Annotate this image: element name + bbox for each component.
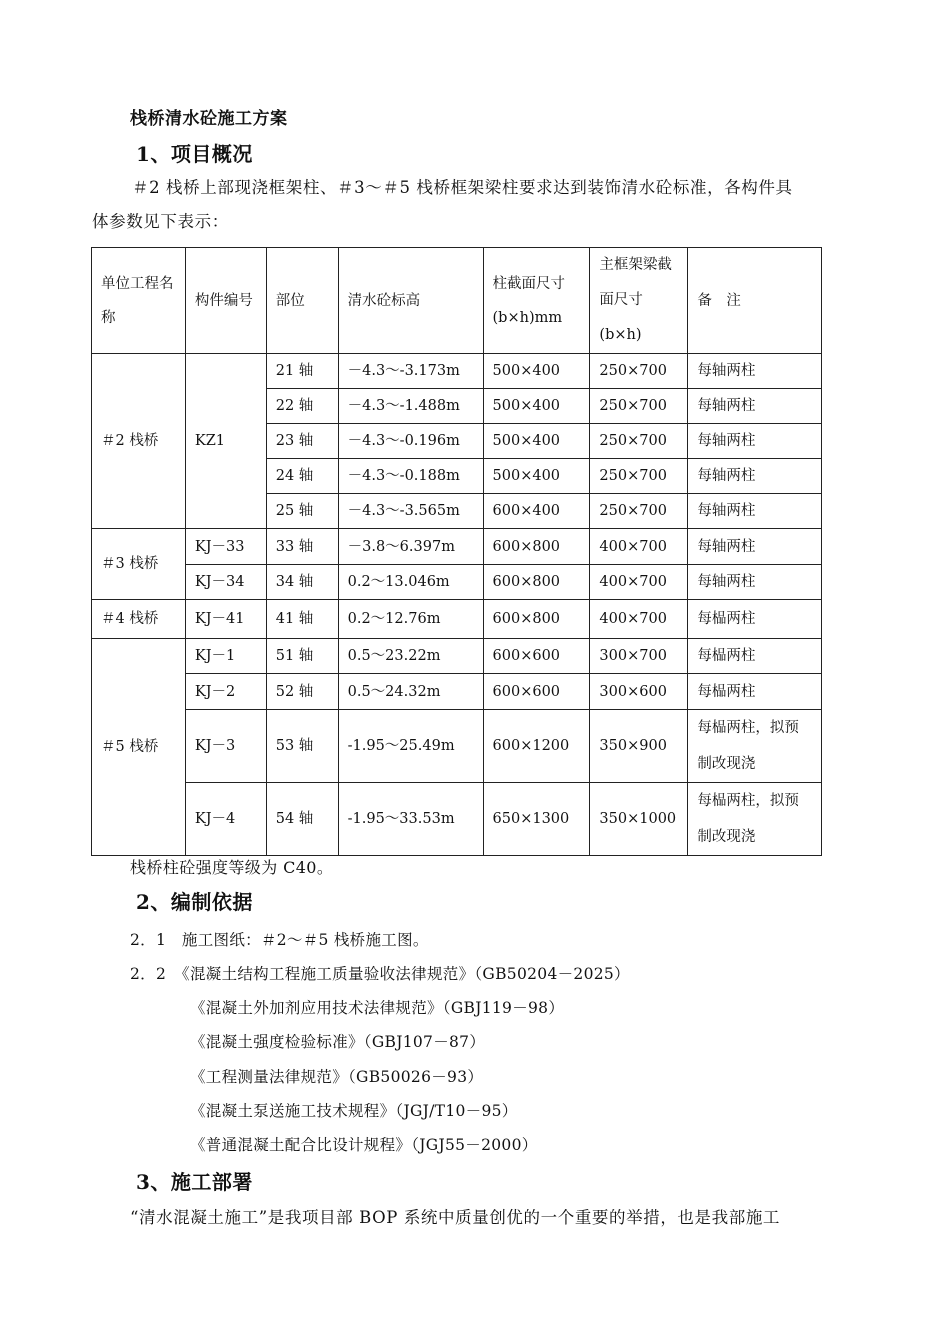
note-cell: 每轴两柱 bbox=[688, 389, 822, 424]
beam-size-cell: 350×900 bbox=[590, 710, 688, 783]
beam-size-cell: 250×700 bbox=[590, 494, 688, 529]
note-cell: 每轴两柱 bbox=[688, 565, 822, 600]
component-cell: KJ－1 bbox=[185, 639, 266, 674]
part-cell: 34 轴 bbox=[266, 565, 338, 600]
beam-size-cell: 250×700 bbox=[590, 389, 688, 424]
table-row bbox=[92, 674, 822, 710]
component-cell: KJ－41 bbox=[185, 600, 266, 639]
basis-item-code: 《混凝土强度检验标准》（GBJ107－87） bbox=[190, 1033, 486, 1051]
section-1-heading: 1、项目概况 bbox=[136, 142, 253, 166]
beam-size-cell: 400×700 bbox=[590, 529, 688, 565]
header-beam-size: 主框架梁截面尺寸(b×h) bbox=[590, 248, 688, 354]
parameter-table bbox=[91, 247, 822, 856]
elevation-cell: －4.3～-3.173m bbox=[338, 354, 483, 389]
beam-size-cell: 250×700 bbox=[590, 459, 688, 494]
part-cell: 53 轴 bbox=[266, 710, 338, 783]
component-cell: KJ－34 bbox=[185, 565, 266, 600]
unit-cell: ＃5 栈桥 bbox=[92, 639, 186, 856]
elevation-cell: 0.5～23.22m bbox=[338, 639, 483, 674]
component-cell: KJ－4 bbox=[185, 783, 266, 856]
section-3-heading: 3、施工部署 bbox=[136, 1170, 253, 1194]
column-size-cell: 600×400 bbox=[483, 494, 590, 529]
part-cell: 21 轴 bbox=[266, 354, 338, 389]
beam-size-cell: 300×700 bbox=[590, 639, 688, 674]
column-size-cell: 600×600 bbox=[483, 674, 590, 710]
column-size-cell: 600×1200 bbox=[483, 710, 590, 783]
elevation-cell: 0.2～13.046m bbox=[338, 565, 483, 600]
note-cell: 每轴两柱 bbox=[688, 424, 822, 459]
header-component: 构件编号 bbox=[185, 248, 266, 354]
elevation-cell: －3.8～6.397m bbox=[338, 529, 483, 565]
section-1-intro bbox=[92, 171, 862, 239]
beam-size-cell: 250×700 bbox=[590, 424, 688, 459]
unit-cell: ＃2 栈桥 bbox=[92, 354, 186, 529]
part-cell: 41 轴 bbox=[266, 600, 338, 639]
note-cell: 每榀两柱 bbox=[688, 639, 822, 674]
basis-item-drawings: 2．1 施工图纸：＃2～＃5 栈桥施工图。 bbox=[130, 931, 429, 949]
note-cell: 每榀两柱，拟预制改现浇 bbox=[688, 710, 822, 783]
column-size-cell: 500×400 bbox=[483, 354, 590, 389]
part-cell: 33 轴 bbox=[266, 529, 338, 565]
beam-size-cell: 400×700 bbox=[590, 565, 688, 600]
basis-item-code: 《工程测量法律规范》（GB50026－93） bbox=[190, 1068, 484, 1086]
elevation-cell: 0.5～24.32m bbox=[338, 674, 483, 710]
strength-note: 栈桥柱砼强度等级为 C40。 bbox=[130, 858, 334, 877]
header-unit: 单位工程名称 bbox=[92, 248, 186, 354]
header-elevation: 清水砼标高 bbox=[338, 248, 483, 354]
column-size-cell: 650×1300 bbox=[483, 783, 590, 856]
elevation-cell: -1.95～33.53m bbox=[338, 783, 483, 856]
column-size-cell: 500×400 bbox=[483, 459, 590, 494]
component-cell: KJ－2 bbox=[185, 674, 266, 710]
part-cell: 54 轴 bbox=[266, 783, 338, 856]
section-3-text: “清水混凝土施工”是我项目部 BOP 系统中质量创优的一个重要的举措，也是我部施工 bbox=[130, 1208, 781, 1227]
column-size-cell: 500×400 bbox=[483, 389, 590, 424]
table-row bbox=[92, 600, 822, 639]
note-cell: 每榀两柱 bbox=[688, 600, 822, 639]
note-cell: 每榀两柱，拟预制改现浇 bbox=[688, 783, 822, 856]
part-cell: 52 轴 bbox=[266, 674, 338, 710]
column-size-cell: 500×400 bbox=[483, 424, 590, 459]
note-cell: 每轴两柱 bbox=[688, 354, 822, 389]
component-cell: KJ－33 bbox=[185, 529, 266, 565]
header-note: 备 注 bbox=[688, 248, 822, 354]
header-part: 部位 bbox=[266, 248, 338, 354]
note-cell: 每轴两柱 bbox=[688, 529, 822, 565]
table-row bbox=[92, 710, 822, 783]
elevation-cell: －4.3～-0.196m bbox=[338, 424, 483, 459]
basis-item-code: 《混凝土外加剂应用技术法律规范》（GBJ119－98） bbox=[190, 999, 565, 1017]
part-cell: 24 轴 bbox=[266, 459, 338, 494]
column-size-cell: 600×600 bbox=[483, 639, 590, 674]
beam-size-cell: 400×700 bbox=[590, 600, 688, 639]
part-cell: 25 轴 bbox=[266, 494, 338, 529]
table-row bbox=[92, 529, 822, 565]
elevation-cell: －4.3～-3.565m bbox=[338, 494, 483, 529]
basis-item-code: 2．2 《混凝土结构工程施工质量验收法律规范》（GB50204－2025） bbox=[130, 965, 630, 983]
note-cell: 每榀两柱 bbox=[688, 674, 822, 710]
note-cell: 每轴两柱 bbox=[688, 494, 822, 529]
part-cell: 22 轴 bbox=[266, 389, 338, 424]
part-cell: 51 轴 bbox=[266, 639, 338, 674]
elevation-cell: －4.3～-0.188m bbox=[338, 459, 483, 494]
table-row bbox=[92, 639, 822, 674]
document-title: 栈桥清水砼施工方案 bbox=[130, 109, 288, 129]
column-size-cell: 600×800 bbox=[483, 600, 590, 639]
table-row bbox=[92, 354, 822, 389]
unit-cell: ＃3 栈桥 bbox=[92, 529, 186, 600]
beam-size-cell: 250×700 bbox=[590, 354, 688, 389]
intro-line-1: ＃2 栈桥上部现浇框架柱、＃3～＃5 栈桥框架梁柱要求达到装饰清水砼标准，各构件具 bbox=[132, 178, 793, 197]
part-cell: 23 轴 bbox=[266, 424, 338, 459]
column-size-cell: 600×800 bbox=[483, 565, 590, 600]
table-row bbox=[92, 783, 822, 856]
unit-cell: ＃4 栈桥 bbox=[92, 600, 186, 639]
component-cell: KJ－3 bbox=[185, 710, 266, 783]
table-header-row bbox=[92, 248, 822, 354]
basis-item-code: 《普通混凝土配合比设计规程》（JGJ55－2000） bbox=[190, 1136, 538, 1154]
elevation-cell: -1.95～25.49m bbox=[338, 710, 483, 783]
component-cell: KZ1 bbox=[185, 354, 266, 529]
table-row bbox=[92, 565, 822, 600]
note-cell: 每轴两柱 bbox=[688, 459, 822, 494]
beam-size-cell: 350×1000 bbox=[590, 783, 688, 856]
section-2-heading: 2、编制依据 bbox=[136, 890, 253, 914]
elevation-cell: －4.3～-1.488m bbox=[338, 389, 483, 424]
column-size-cell: 600×800 bbox=[483, 529, 590, 565]
basis-item-code: 《混凝土泵送施工技术规程》（JGJ/T10－95） bbox=[190, 1102, 518, 1120]
intro-line-2: 体参数见下表示： bbox=[92, 212, 229, 231]
beam-size-cell: 300×600 bbox=[590, 674, 688, 710]
elevation-cell: 0.2～12.76m bbox=[338, 600, 483, 639]
header-column-size: 柱截面尺寸(b×h)mm bbox=[483, 248, 590, 354]
